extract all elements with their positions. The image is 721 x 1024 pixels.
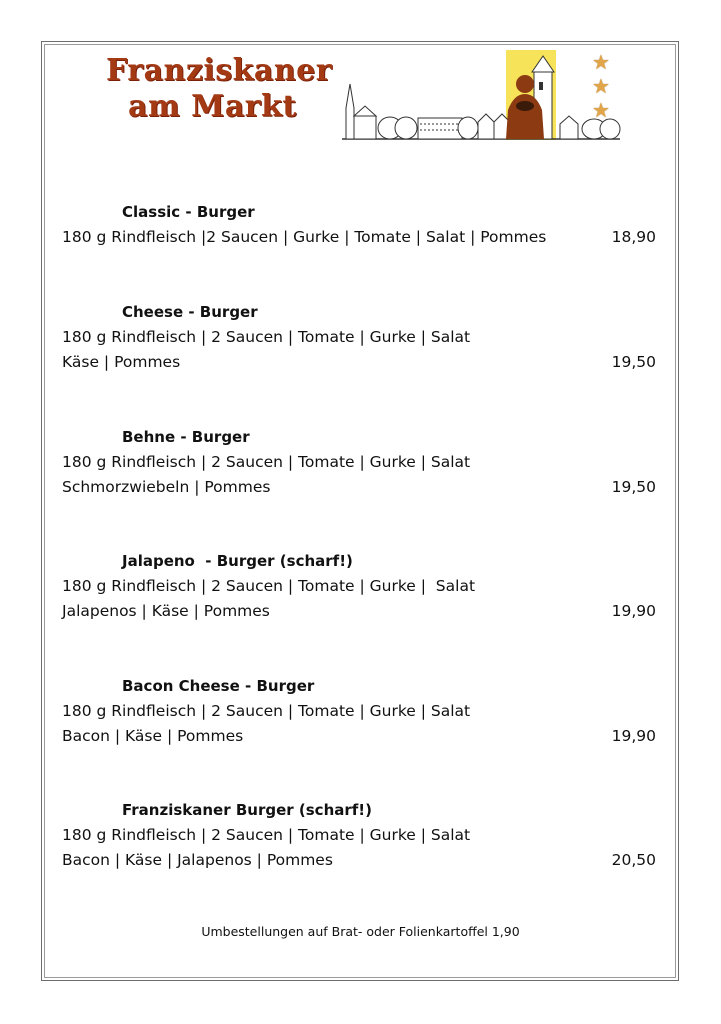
menu-item-description: 180 g Rindfleisch | 2 Saucen | Tomate | Gurke | Salat [62, 577, 476, 595]
logo-line-2: am Markt [128, 89, 297, 124]
menu-item-price: 18,90 [611, 228, 656, 246]
star-icon: ★ [592, 74, 610, 98]
star-icon: ★ [592, 50, 610, 74]
rating-stars [592, 50, 612, 122]
menu-item-description-2: Jalapenos | Käse | Pommes [62, 602, 270, 620]
menu-item-title: Bacon Cheese - Burger [122, 677, 315, 695]
menu-item-description-2: Käse | Pommes [62, 353, 181, 371]
menu-item-price: 19,50 [611, 353, 656, 371]
menu-item-title: Franziskaner Burger (scharf!) [122, 801, 372, 819]
restaurant-logo [100, 50, 660, 146]
menu-item-price: 19,90 [611, 602, 656, 620]
menu-item-title: Jalapeno - Burger (scharf!) [122, 552, 353, 570]
menu-item-title: Cheese - Burger [122, 303, 258, 321]
menu-item-description: 180 g Rindfleisch | 2 Saucen | Tomate | Gurke | Salat [62, 826, 471, 844]
menu-item-description: 180 g Rindfleisch | 2 Saucen | Tomate | Gurke | Salat [62, 702, 471, 720]
menu-item-description-2: Bacon | Käse | Pommes [62, 727, 244, 745]
footer-note: Umbestellungen auf Brat- oder Folienkartoffel 1,90 [201, 924, 520, 939]
logo-line-1: Franziskaner [106, 53, 333, 88]
menu-item-description: 180 g Rindfleisch | 2 Saucen | Tomate | Gurke | Salat [62, 328, 471, 346]
menu-item-description-2: Schmorzwiebeln | Pommes [62, 478, 271, 496]
menu-item-price: 20,50 [611, 851, 656, 869]
menu-item-description-2: Bacon | Käse | Jalapenos | Pommes [62, 851, 333, 869]
menu-item-title: Classic - Burger [122, 203, 255, 221]
menu-item-price: 19,90 [611, 727, 656, 745]
logo-wordmark [106, 53, 333, 124]
menu-item-price: 19,50 [611, 478, 656, 496]
menu-item-description: 180 g Rindfleisch | 2 Saucen | Tomate | Gurke | Salat [62, 453, 471, 471]
star-icon: ★ [592, 98, 610, 122]
menu-item-description: 180 g Rindfleisch |2 Saucen | Gurke | Tomate | Salat | Pommes [62, 228, 547, 246]
menu-item-title: Behne - Burger [122, 428, 250, 446]
